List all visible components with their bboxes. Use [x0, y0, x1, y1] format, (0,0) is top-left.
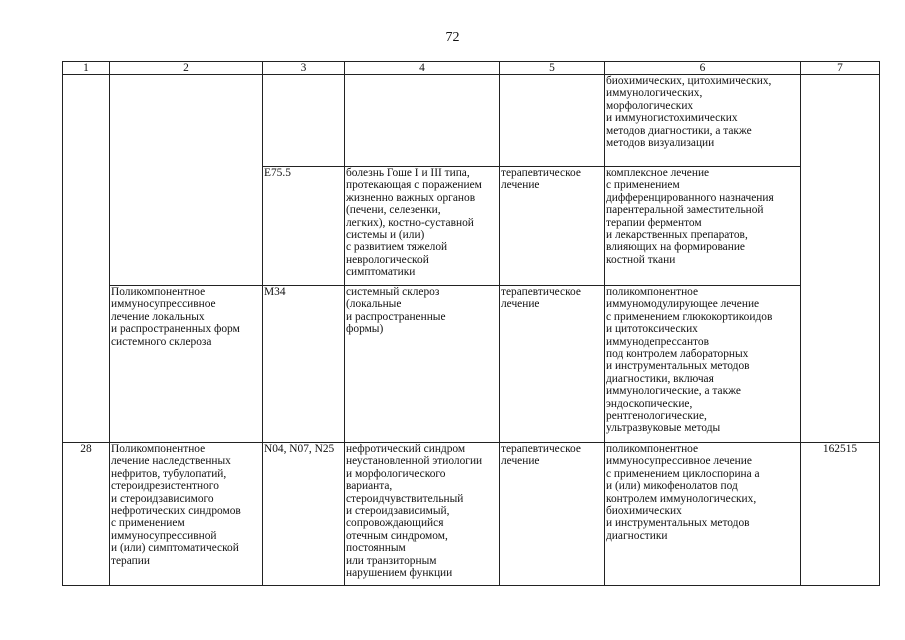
price-cell: 162515 [801, 443, 880, 586]
column-number-3: 3 [263, 62, 345, 75]
table-row [63, 443, 880, 586]
disease-cell: системный склероз (локальные и распространенные формы) [345, 286, 500, 443]
price-cell [801, 75, 880, 443]
column-number-7: 7 [801, 62, 880, 75]
method-cell: поликомпонентное иммуносупрессивное лечение с применением циклоспорина а и (или) микофенолатов под контролем иммунологических, биохимических и инструментальных методов диагностики [605, 443, 801, 586]
page-number: 72 [445, 30, 460, 45]
medical-care-table [62, 61, 880, 586]
disease-cell [345, 75, 500, 167]
table-header-row [63, 62, 880, 75]
code-cell [263, 75, 345, 167]
profile-cell [110, 75, 263, 286]
disease-cell: болезнь Гоше I и III типа, протекающая с поражением жизненно важных органов (печени, селезенки, легких), костно-суставной системы и (или) с развитием тяжелой неврологической симптоматики [345, 167, 500, 286]
row-number-cell [63, 75, 110, 443]
treatment-type-cell: терапевтическое лечение [500, 286, 605, 443]
treatment-type-cell: терапевтическое лечение [500, 167, 605, 286]
column-number-6: 6 [605, 62, 801, 75]
column-number-5: 5 [500, 62, 605, 75]
column-number-4: 4 [345, 62, 500, 75]
profile-cell: Поликомпонентное иммуносупрессивное лечение локальных и распространенных форм системного склероза [110, 286, 263, 443]
treatment-type-cell: терапевтическое лечение [500, 443, 605, 586]
treatment-type-cell [500, 75, 605, 167]
code-cell: M34 [263, 286, 345, 443]
code-cell: E75.5 [263, 167, 345, 286]
disease-cell: нефротический синдром неустановленной этиологии и морфологического варианта, стероидчувствительный и стероидзависимый, сопровождающийся отечным синдромом, постоянным или транзиторным нарушением функции [345, 443, 500, 586]
column-number-1: 1 [63, 62, 110, 75]
code-cell: N04, N07, N25 [263, 443, 345, 586]
method-cell: комплексное лечение с применением дифференцированного назначения парентеральной заместительной терапии ферментом и лекарственных препаратов, влияющих на формирование костной ткани [605, 167, 801, 286]
table-row [63, 286, 880, 443]
method-cell: биохимических, цитохимических, иммунологических, морфологических и иммуногистохимических методов диагностики, а также методов визуализации [605, 75, 801, 167]
method-cell: поликомпонентное иммуномодулирующее лечение с применением глюкокортикоидов и цитотоксических иммунодепрессантов под контролем лабораторных и инструментальных методов диагностики, включая иммунологические, а также эндоскопические, рентгенологические, ультразвуковые методы [605, 286, 801, 443]
profile-cell: Поликомпонентное лечение наследственных нефритов, тубулопатий, стероидрезистентного и стероидзависимого нефротических синдромов с применением иммуносупрессивной и (или) симптоматической терапии [110, 443, 263, 586]
table-row [63, 75, 880, 167]
row-number-cell: 28 [63, 443, 110, 586]
column-number-2: 2 [110, 62, 263, 75]
